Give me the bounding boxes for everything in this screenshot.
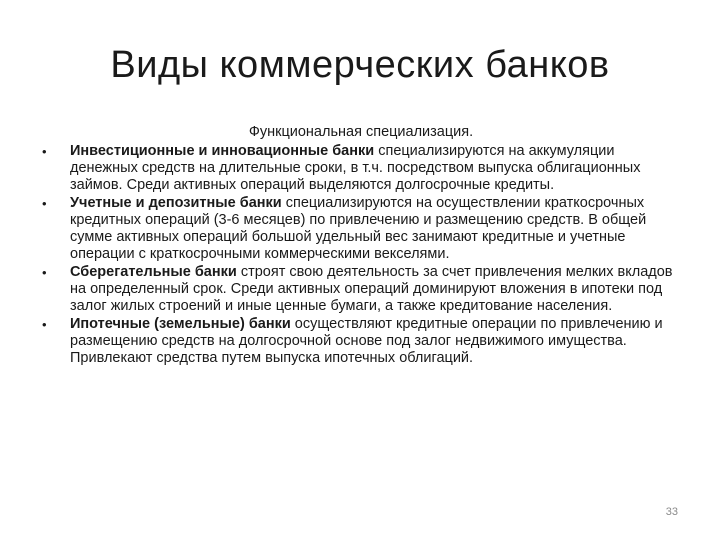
slide-title: Виды коммерческих банков [110, 44, 610, 86]
slide-subtitle: Функциональная специализация. [248, 124, 474, 140]
bank-type-description: осуществляют кредитные операции по привлечению и размещению средств на долгосрочной основе под залог недвижимого имущества. Привлекают средства путем выпуска ипотечных облигаций. [70, 316, 663, 366]
list-item [36, 143, 676, 194]
list-item [36, 195, 676, 263]
bank-type-term: Учетные и депозитные банки [70, 195, 282, 211]
bullet-icon: • [42, 144, 47, 159]
bank-type-description: строят свою деятельность за счет привлечения мелких вкладов на определенный срок. Среди активных операций доминируют вложения в ипотеки под залог жилых строений и иные ценные бумаги, а также кредитование населения. [70, 264, 673, 314]
page-number: 33 [665, 506, 678, 518]
list-item [36, 264, 676, 315]
bank-type-term: Ипотечные (земельные) банки [70, 316, 291, 332]
bank-type-term: Инвестиционные и инновационные банки [70, 143, 375, 159]
list-item [36, 316, 676, 367]
bank-types-list [36, 143, 676, 367]
slide-content [36, 124, 676, 368]
bullet-icon: • [42, 317, 47, 332]
bank-type-description: специализируются на осуществлении краткосрочных кредитных операций (3-6 месяцев) по привлечению и размещению средств. В общей сумме активных операций большой удельный вес занимают кредитные и учетные операции с краткосрочными коммерческими векселями. [70, 195, 647, 262]
bullet-icon: • [42, 196, 47, 211]
bank-type-description: специализируются на аккумуляции денежных средств на длительные сроки, в т.ч. посредством выпуска облигационных займов. Среди активных операций выделяются долгосрочные кредиты. [70, 143, 641, 193]
bank-type-term: Сберегательные банки [70, 264, 237, 280]
bullet-icon: • [42, 265, 47, 280]
